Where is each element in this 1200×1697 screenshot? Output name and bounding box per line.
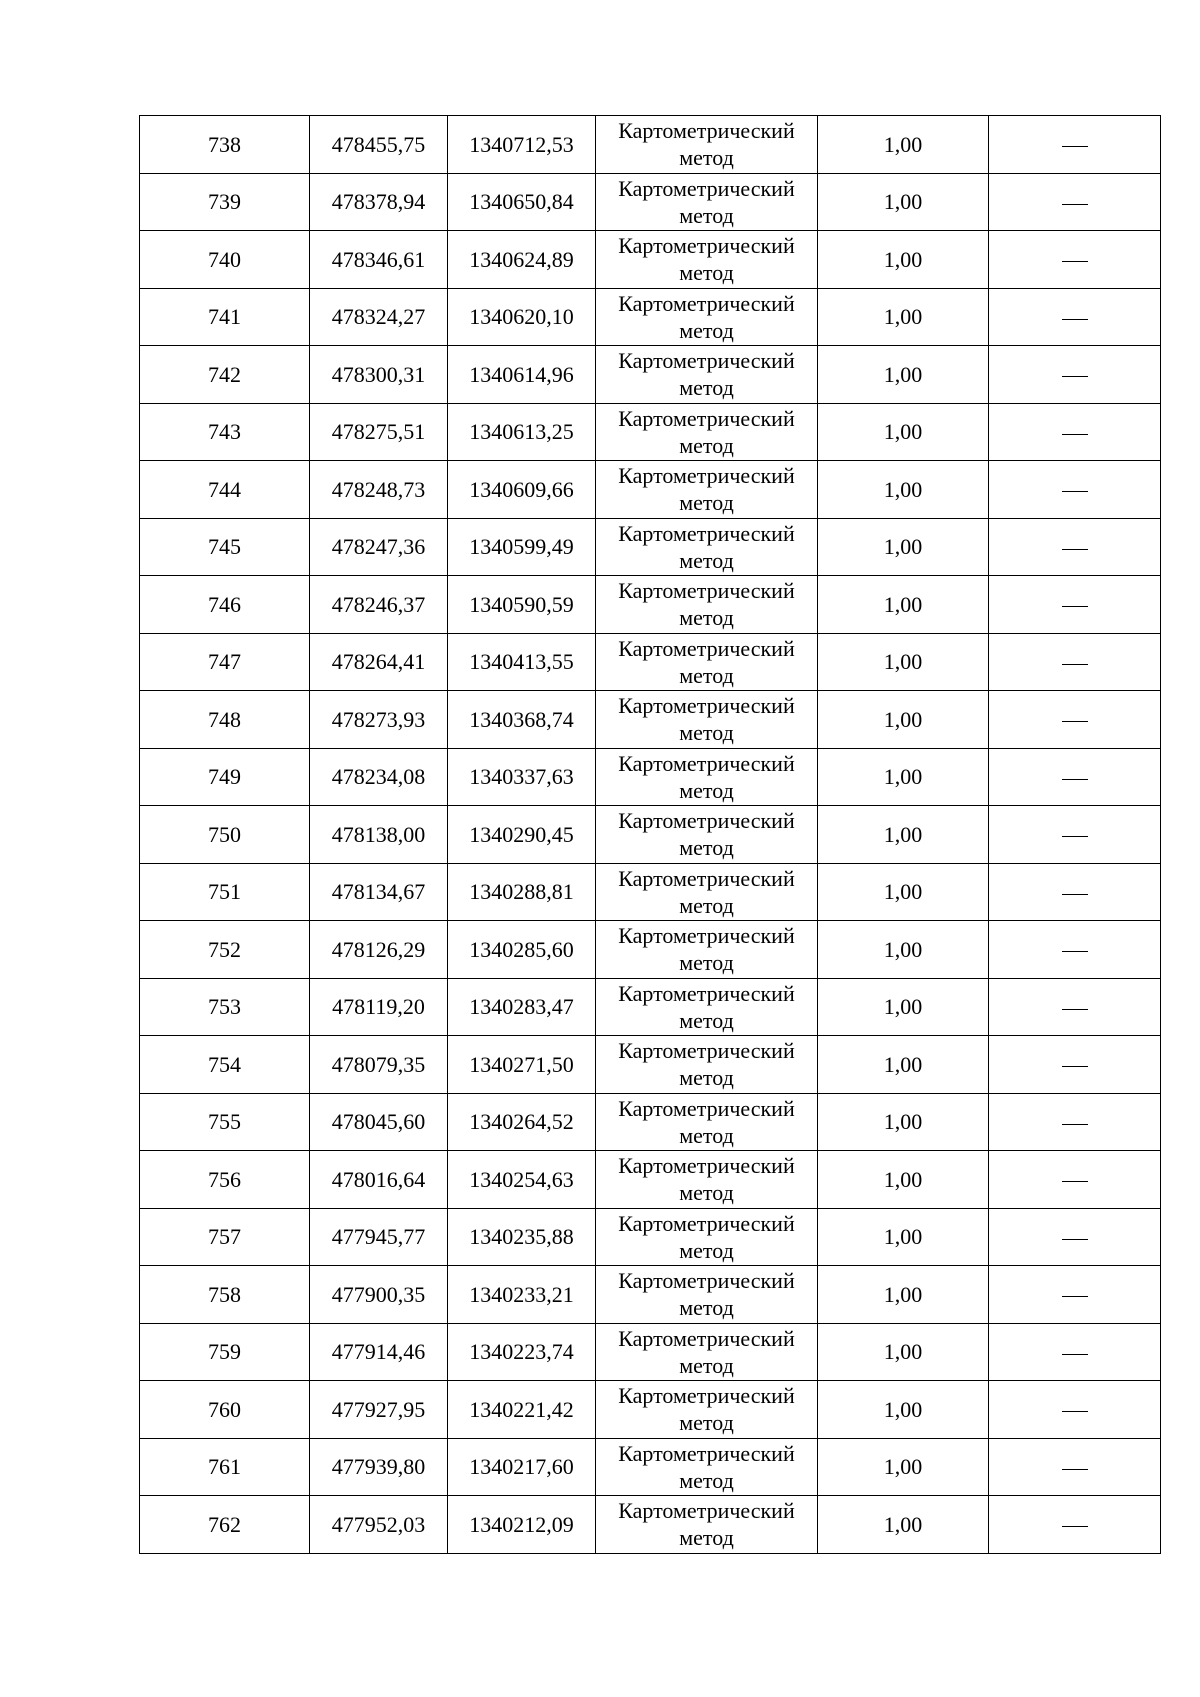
table-row	[140, 461, 1161, 519]
dash-mark	[1062, 836, 1088, 837]
note-cell	[989, 633, 1161, 691]
method-cell	[596, 978, 818, 1036]
method-line-1: Картометрический	[618, 1325, 795, 1351]
accuracy-cell: 1,00	[818, 576, 989, 634]
note-cell	[989, 1266, 1161, 1324]
y-coordinate-cell: 1340613,25	[448, 403, 596, 461]
x-coordinate-cell: 477927,95	[310, 1381, 448, 1439]
note-cell	[989, 1151, 1161, 1209]
method-line-2: метод	[679, 260, 734, 286]
method-cell	[596, 1208, 818, 1266]
accuracy-cell: 1,00	[818, 1151, 989, 1209]
table-row	[140, 921, 1161, 979]
method-cell	[596, 403, 818, 461]
point-number-cell: 745	[140, 518, 310, 576]
y-coordinate-cell: 1340337,63	[448, 748, 596, 806]
point-number-cell: 755	[140, 1093, 310, 1151]
method-cell	[596, 576, 818, 634]
method-line-1: Картометрический	[618, 233, 795, 259]
point-number-cell: 751	[140, 863, 310, 921]
dash-mark	[1062, 894, 1088, 895]
method-cell	[596, 518, 818, 576]
note-cell	[989, 403, 1161, 461]
table-row	[140, 978, 1161, 1036]
note-cell	[989, 806, 1161, 864]
method-cell	[596, 461, 818, 519]
point-number-cell: 740	[140, 231, 310, 289]
table-row	[140, 1036, 1161, 1094]
method-line-1: Картометрический	[618, 923, 795, 949]
accuracy-cell: 1,00	[818, 518, 989, 576]
method-line-2: метод	[679, 892, 734, 918]
note-cell	[989, 1093, 1161, 1151]
method-line-1: Картометрический	[618, 980, 795, 1006]
note-cell	[989, 863, 1161, 921]
method-line-1: Картометрический	[618, 1153, 795, 1179]
table-row	[140, 1323, 1161, 1381]
y-coordinate-cell: 1340624,89	[448, 231, 596, 289]
y-coordinate-cell: 1340223,74	[448, 1323, 596, 1381]
table-row	[140, 633, 1161, 691]
note-cell	[989, 1496, 1161, 1554]
dash-mark	[1062, 319, 1088, 320]
note-cell	[989, 518, 1161, 576]
method-line-1: Картометрический	[618, 1268, 795, 1294]
method-cell	[596, 288, 818, 346]
point-number-cell: 743	[140, 403, 310, 461]
note-cell	[989, 173, 1161, 231]
point-number-cell: 753	[140, 978, 310, 1036]
x-coordinate-cell: 478324,27	[310, 288, 448, 346]
x-coordinate-cell: 478079,35	[310, 1036, 448, 1094]
method-line-1: Картометрический	[618, 1383, 795, 1409]
method-line-2: метод	[679, 605, 734, 631]
point-number-cell: 761	[140, 1438, 310, 1496]
dash-mark	[1062, 951, 1088, 952]
y-coordinate-cell: 1340368,74	[448, 691, 596, 749]
method-line-2: метод	[679, 1122, 734, 1148]
x-coordinate-cell: 478234,08	[310, 748, 448, 806]
table-row	[140, 1438, 1161, 1496]
method-cell	[596, 1323, 818, 1381]
accuracy-cell: 1,00	[818, 863, 989, 921]
method-line-1: Картометрический	[618, 463, 795, 489]
accuracy-cell: 1,00	[818, 1036, 989, 1094]
accuracy-cell: 1,00	[818, 806, 989, 864]
note-cell	[989, 748, 1161, 806]
method-cell	[596, 1093, 818, 1151]
point-number-cell: 760	[140, 1381, 310, 1439]
method-line-2: метод	[679, 835, 734, 861]
method-line-2: метод	[679, 432, 734, 458]
method-line-1: Картометрический	[618, 750, 795, 776]
method-line-2: метод	[679, 202, 734, 228]
method-line-2: метод	[679, 720, 734, 746]
x-coordinate-cell: 478119,20	[310, 978, 448, 1036]
y-coordinate-cell: 1340712,53	[448, 116, 596, 174]
y-coordinate-cell: 1340221,42	[448, 1381, 596, 1439]
accuracy-cell: 1,00	[818, 461, 989, 519]
method-cell	[596, 748, 818, 806]
y-coordinate-cell: 1340650,84	[448, 173, 596, 231]
dash-mark	[1062, 1239, 1088, 1240]
method-cell	[596, 346, 818, 404]
accuracy-cell: 1,00	[818, 1093, 989, 1151]
method-cell	[596, 1438, 818, 1496]
x-coordinate-cell: 477939,80	[310, 1438, 448, 1496]
table-row	[140, 748, 1161, 806]
dash-mark	[1062, 261, 1088, 262]
point-number-cell: 749	[140, 748, 310, 806]
point-number-cell: 758	[140, 1266, 310, 1324]
accuracy-cell: 1,00	[818, 921, 989, 979]
method-line-1: Картометрический	[618, 693, 795, 719]
method-cell	[596, 116, 818, 174]
method-line-2: метод	[679, 1525, 734, 1551]
accuracy-cell: 1,00	[818, 1208, 989, 1266]
accuracy-cell: 1,00	[818, 691, 989, 749]
method-line-2: метод	[679, 1295, 734, 1321]
table-row	[140, 806, 1161, 864]
note-cell	[989, 231, 1161, 289]
table-row	[140, 346, 1161, 404]
x-coordinate-cell: 478264,41	[310, 633, 448, 691]
method-cell	[596, 691, 818, 749]
y-coordinate-cell: 1340614,96	[448, 346, 596, 404]
y-coordinate-cell: 1340212,09	[448, 1496, 596, 1554]
table-row	[140, 288, 1161, 346]
x-coordinate-cell: 478248,73	[310, 461, 448, 519]
method-line-2: метод	[679, 317, 734, 343]
method-line-1: Картометрический	[618, 520, 795, 546]
dash-mark	[1062, 606, 1088, 607]
accuracy-cell: 1,00	[818, 403, 989, 461]
accuracy-cell: 1,00	[818, 1266, 989, 1324]
dash-mark	[1062, 1526, 1088, 1527]
dash-mark	[1062, 1124, 1088, 1125]
dash-mark	[1062, 549, 1088, 550]
method-line-2: метод	[679, 950, 734, 976]
y-coordinate-cell: 1340620,10	[448, 288, 596, 346]
point-number-cell: 752	[140, 921, 310, 979]
note-cell	[989, 1036, 1161, 1094]
method-line-1: Картометрический	[618, 1210, 795, 1236]
method-line-2: метод	[679, 547, 734, 573]
method-line-2: метод	[679, 662, 734, 688]
method-line-1: Картометрический	[618, 290, 795, 316]
point-number-cell: 762	[140, 1496, 310, 1554]
x-coordinate-cell: 478016,64	[310, 1151, 448, 1209]
accuracy-cell: 1,00	[818, 1323, 989, 1381]
table-row	[140, 173, 1161, 231]
method-line-1: Картометрический	[618, 808, 795, 834]
y-coordinate-cell: 1340290,45	[448, 806, 596, 864]
method-cell	[596, 1266, 818, 1324]
point-number-cell: 748	[140, 691, 310, 749]
y-coordinate-cell: 1340599,49	[448, 518, 596, 576]
y-coordinate-cell: 1340590,59	[448, 576, 596, 634]
dash-mark	[1062, 1469, 1088, 1470]
method-cell	[596, 1381, 818, 1439]
method-line-1: Картометрический	[618, 1038, 795, 1064]
x-coordinate-cell: 478346,61	[310, 231, 448, 289]
accuracy-cell: 1,00	[818, 116, 989, 174]
note-cell	[989, 1381, 1161, 1439]
method-line-2: метод	[679, 1007, 734, 1033]
method-line-1: Картометрический	[618, 635, 795, 661]
table-row	[140, 576, 1161, 634]
table-row	[140, 691, 1161, 749]
method-line-2: метод	[679, 1352, 734, 1378]
dash-mark	[1062, 1181, 1088, 1182]
point-number-cell: 756	[140, 1151, 310, 1209]
method-line-2: метод	[679, 1467, 734, 1493]
y-coordinate-cell: 1340217,60	[448, 1438, 596, 1496]
accuracy-cell: 1,00	[818, 1438, 989, 1496]
y-coordinate-cell: 1340288,81	[448, 863, 596, 921]
method-line-1: Картометрический	[618, 1498, 795, 1524]
point-number-cell: 739	[140, 173, 310, 231]
note-cell	[989, 978, 1161, 1036]
x-coordinate-cell: 477914,46	[310, 1323, 448, 1381]
method-line-2: метод	[679, 777, 734, 803]
note-cell	[989, 1323, 1161, 1381]
note-cell	[989, 116, 1161, 174]
method-line-2: метод	[679, 1237, 734, 1263]
coordinates-table-body	[140, 116, 1161, 1554]
method-line-1: Картометрический	[618, 175, 795, 201]
method-line-1: Картометрический	[618, 578, 795, 604]
note-cell	[989, 1438, 1161, 1496]
x-coordinate-cell: 478247,36	[310, 518, 448, 576]
accuracy-cell: 1,00	[818, 748, 989, 806]
method-cell	[596, 173, 818, 231]
method-line-1: Картометрический	[618, 348, 795, 374]
accuracy-cell: 1,00	[818, 288, 989, 346]
method-line-1: Картометрический	[618, 405, 795, 431]
x-coordinate-cell: 478378,94	[310, 173, 448, 231]
dash-mark	[1062, 1411, 1088, 1412]
y-coordinate-cell: 1340413,55	[448, 633, 596, 691]
table-row	[140, 231, 1161, 289]
method-line-1: Картометрический	[618, 118, 795, 144]
x-coordinate-cell: 477952,03	[310, 1496, 448, 1554]
y-coordinate-cell: 1340264,52	[448, 1093, 596, 1151]
y-coordinate-cell: 1340271,50	[448, 1036, 596, 1094]
y-coordinate-cell: 1340285,60	[448, 921, 596, 979]
table-row	[140, 1151, 1161, 1209]
point-number-cell: 738	[140, 116, 310, 174]
x-coordinate-cell: 477900,35	[310, 1266, 448, 1324]
method-cell	[596, 806, 818, 864]
x-coordinate-cell: 478134,67	[310, 863, 448, 921]
x-coordinate-cell: 478126,29	[310, 921, 448, 979]
dash-mark	[1062, 146, 1088, 147]
point-number-cell: 742	[140, 346, 310, 404]
note-cell	[989, 346, 1161, 404]
method-line-2: метод	[679, 490, 734, 516]
accuracy-cell: 1,00	[818, 346, 989, 404]
note-cell	[989, 1208, 1161, 1266]
table-row	[140, 863, 1161, 921]
y-coordinate-cell: 1340233,21	[448, 1266, 596, 1324]
coordinates-table	[139, 115, 1161, 1554]
table-row	[140, 1496, 1161, 1554]
dash-mark	[1062, 491, 1088, 492]
dash-mark	[1062, 376, 1088, 377]
method-line-1: Картометрический	[618, 1440, 795, 1466]
method-line-2: метод	[679, 1410, 734, 1436]
x-coordinate-cell: 478300,31	[310, 346, 448, 404]
note-cell	[989, 576, 1161, 634]
point-number-cell: 741	[140, 288, 310, 346]
point-number-cell: 750	[140, 806, 310, 864]
table-row	[140, 403, 1161, 461]
point-number-cell: 757	[140, 1208, 310, 1266]
table-row	[140, 1208, 1161, 1266]
accuracy-cell: 1,00	[818, 1496, 989, 1554]
note-cell	[989, 691, 1161, 749]
table-row	[140, 1093, 1161, 1151]
y-coordinate-cell: 1340235,88	[448, 1208, 596, 1266]
table-row	[140, 518, 1161, 576]
dash-mark	[1062, 204, 1088, 205]
accuracy-cell: 1,00	[818, 978, 989, 1036]
accuracy-cell: 1,00	[818, 633, 989, 691]
method-line-2: метод	[679, 1180, 734, 1206]
method-cell	[596, 1036, 818, 1094]
table-row	[140, 1266, 1161, 1324]
point-number-cell: 754	[140, 1036, 310, 1094]
table-row	[140, 1381, 1161, 1439]
dash-mark	[1062, 779, 1088, 780]
method-line-1: Картометрический	[618, 865, 795, 891]
method-line-1: Картометрический	[618, 1095, 795, 1121]
note-cell	[989, 288, 1161, 346]
x-coordinate-cell: 477945,77	[310, 1208, 448, 1266]
method-cell	[596, 231, 818, 289]
accuracy-cell: 1,00	[818, 173, 989, 231]
point-number-cell: 746	[140, 576, 310, 634]
x-coordinate-cell: 478045,60	[310, 1093, 448, 1151]
dash-mark	[1062, 664, 1088, 665]
method-cell	[596, 1151, 818, 1209]
x-coordinate-cell: 478275,51	[310, 403, 448, 461]
method-cell	[596, 633, 818, 691]
method-cell	[596, 863, 818, 921]
point-number-cell: 759	[140, 1323, 310, 1381]
accuracy-cell: 1,00	[818, 231, 989, 289]
dash-mark	[1062, 1066, 1088, 1067]
dash-mark	[1062, 721, 1088, 722]
method-cell	[596, 1496, 818, 1554]
dash-mark	[1062, 434, 1088, 435]
y-coordinate-cell: 1340609,66	[448, 461, 596, 519]
point-number-cell: 747	[140, 633, 310, 691]
y-coordinate-cell: 1340283,47	[448, 978, 596, 1036]
accuracy-cell: 1,00	[818, 1381, 989, 1439]
note-cell	[989, 461, 1161, 519]
method-cell	[596, 921, 818, 979]
method-line-2: метод	[679, 145, 734, 171]
x-coordinate-cell: 478246,37	[310, 576, 448, 634]
y-coordinate-cell: 1340254,63	[448, 1151, 596, 1209]
point-number-cell: 744	[140, 461, 310, 519]
method-line-2: метод	[679, 375, 734, 401]
x-coordinate-cell: 478138,00	[310, 806, 448, 864]
x-coordinate-cell: 478273,93	[310, 691, 448, 749]
dash-mark	[1062, 1296, 1088, 1297]
dash-mark	[1062, 1354, 1088, 1355]
dash-mark	[1062, 1009, 1088, 1010]
note-cell	[989, 921, 1161, 979]
method-line-2: метод	[679, 1065, 734, 1091]
x-coordinate-cell: 478455,75	[310, 116, 448, 174]
table-row	[140, 116, 1161, 174]
